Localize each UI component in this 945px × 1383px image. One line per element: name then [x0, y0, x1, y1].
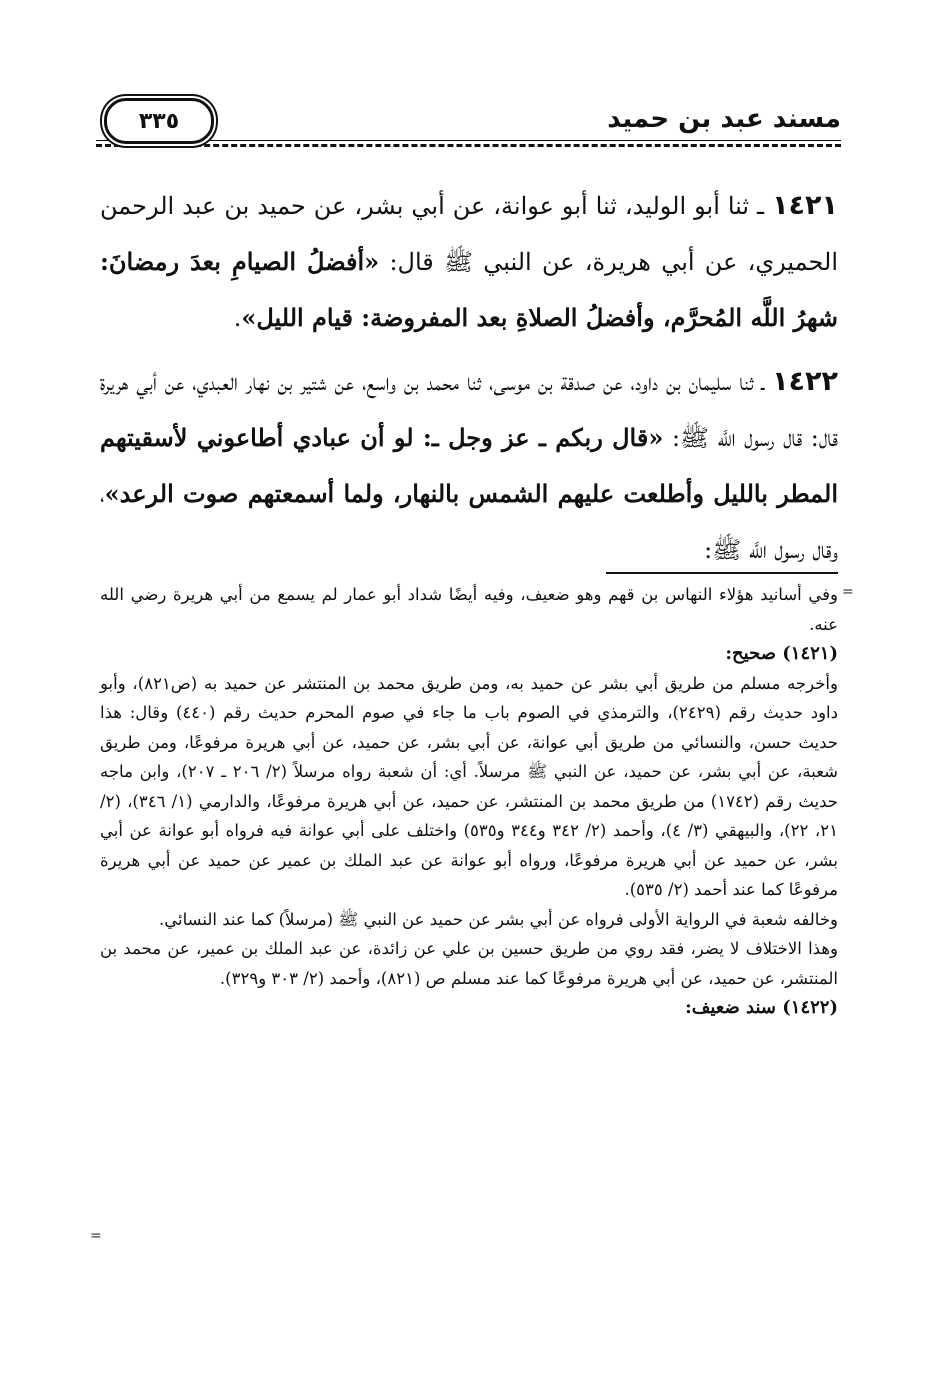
hadith-chain: ثنا سليمان بن داود، عن صدقة بن موسى، ثنا محمد بن واسع، عن شتير بن نهار العبدي، عن أبي هريرة قال: قال رسول اللَّه ﷺ:	[100, 368, 839, 452]
hadith-separator: ـ	[749, 192, 773, 220]
footnote-1421-para-2: وخالفه شعبة في الرواية الأولى فرواه عن أبي بشر عن حميد عن النبي ﷺ (مرسلاً) كما عند النسائي.	[159, 909, 838, 929]
hadith-1421	[100, 178, 838, 346]
book-title: مسند عبد بن حميد	[607, 104, 841, 134]
header-rule-thin	[96, 140, 841, 141]
hadith-number: ١٤٢١	[772, 190, 838, 221]
margin-mark-bottom: =	[90, 1228, 102, 1244]
hadith-matn: «أفضلُ الصيامِ بعدَ رمضانَ: شهرُ اللَّه المُحرَّم، وأفضلُ الصلاةِ بعد المفروضة: قيام الليل»	[100, 247, 838, 332]
footnote-1422-heading: (١٤٢٢) سند ضعيف:	[685, 997, 838, 1018]
footnote-separator	[606, 572, 838, 574]
page-number: ٣٣٥	[138, 108, 180, 134]
footnote-continued: وفي أسانيد هؤلاء النهاس بن قهم وهو ضعيف، وفيه أيضًا شداد أبو عمار لم يسمع من أبي هريرة رضي الله عنه.	[100, 585, 838, 634]
margin-mark-top: =	[842, 584, 854, 600]
footnote-1421-para-1: وأخرجه مسلم من طريق أبي بشر عن حميد به، ومن طريق محمد بن المنتشر عن حميد به (ص٨٢١)، وأبو داود حديث رقم (٢٤٢٩)، والترمذي في الصوم باب ما جاء في صوم المحرم حديث رقم (٤٤٠) وقال: هذا حديث حسن، والنسائي من طريق أبي عوانة، عن أبي بشر، عن حميد، عن أبي هريرة مرفوعًا، ومن طريق شعبة، عن أبي بشر، عن حميد، عن النبي ﷺ مرسلاً. أي: أن شعبة رواه مرسلاً (٢/ ٢٠٦ ـ ٢٠٧)، وابن ماجه حديث رقم (١٧٤٢) من طريق محمد بن المنتشر، عن حميد، عن أبي هريرة مرفوعًا، والدارمي (١/ ٣٤٦)، (٢/ ٢١، ٢٢)، والبيهقي (٣/ ٤)، وأحمد (٢/ ٣٤٢ و٣٤٤ و٥٣٥) واختلف على أبي عوانة فيه فرواه أبو عوانة عن أبي بشر، عن حميد عن أبي هريرة مرفوعًا، ورواه أبو عوانة عن عبد الملك بن عمير عن حميد عن أبي هريرة مرفوعًا كما عند أحمد (٢/ ٥٣٥).	[100, 673, 838, 899]
hadith-number: ١٤٢٢	[772, 366, 838, 397]
hadith-chain: ثنا أبو الوليد، ثنا أبو عوانة، عن أبي بشر، عن حميد بن عبد الرحمن الحميري، عن أبي هريرة، عن النبي ﷺ قال:	[100, 192, 839, 276]
footnotes	[100, 580, 838, 1023]
main-text	[100, 178, 838, 586]
footnote-1421-para-3: وهذا الاختلاف لا يضر، فقد روي من طريق حسين بن علي عن زائدة، عن عبد الملك بن عمير، عن محمد بن المنتشر، عن حميد، عن أبي هريرة مرفوعًا كما عند مسلم ص (٨٢١)، وأحمد (٢/ ٣٠٣ و٣٢٩).	[100, 939, 838, 988]
hadith-end: ، وقال رسول اللَّه ﷺ:	[100, 480, 838, 564]
footnote-1421-heading: (١٤٢١) صحيح:	[725, 643, 838, 664]
hadith-matn: «قال ربكم ـ عز وجل ـ: لو أن عبادي أطاعوني لأسقيتهم المطر بالليل وأطلعت عليهم الشمس بالنهار، ولما أسمعتهم صوت الرعد»	[100, 423, 838, 508]
page-number-badge	[104, 98, 214, 144]
header-rule-dashed	[96, 144, 841, 147]
hadith-separator: ـ	[753, 368, 773, 396]
hadith-end: .	[233, 304, 242, 332]
page-header	[96, 96, 841, 148]
hadith-1422	[100, 354, 838, 578]
